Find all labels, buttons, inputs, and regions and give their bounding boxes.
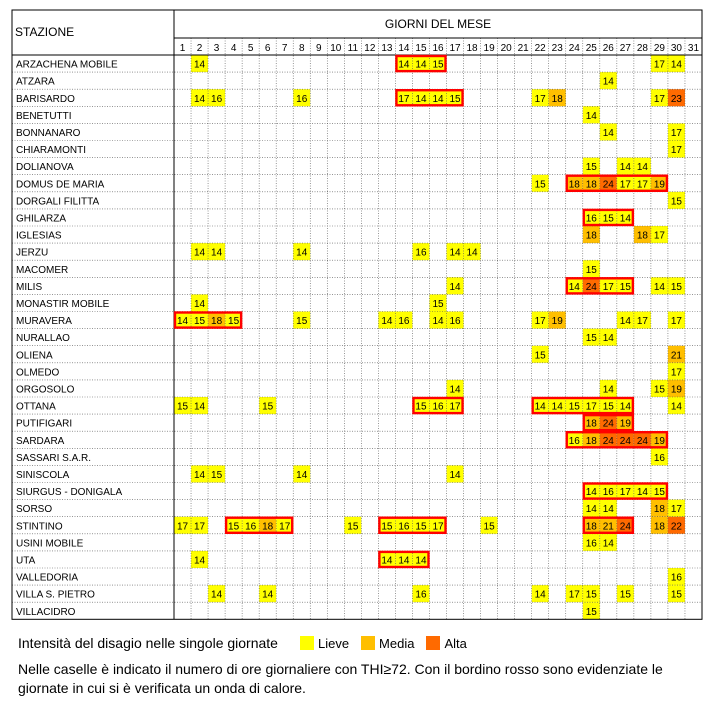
cell-value: 16	[398, 316, 410, 328]
cell-value: 14	[432, 93, 444, 105]
station-name: PUTIFIGARI	[16, 418, 73, 430]
cell-value: 16	[245, 521, 257, 533]
cell-value: 18	[568, 179, 580, 191]
station-name: SARDARA	[16, 435, 65, 447]
cell-value: 18	[585, 230, 597, 242]
cell-value: 18	[585, 521, 597, 533]
station-name: VILLA S. PIETRO	[16, 589, 95, 601]
day-label: 12	[364, 43, 376, 54]
cell-value: 14	[585, 487, 597, 499]
cell-value: 17	[432, 521, 444, 533]
cell-value: 17	[602, 281, 614, 293]
days-header: GIORNI DEL MESE	[384, 17, 492, 31]
legend-label-media: Media	[379, 635, 415, 651]
station-name: SIURGUS - DONIGALA	[16, 487, 123, 499]
station-name: DORGALI FILITTA	[16, 196, 100, 208]
cell-value: 24	[619, 435, 631, 447]
station-name: STINTINO	[16, 521, 63, 533]
station-name: OTTANA	[16, 401, 56, 413]
day-label: 23	[551, 43, 563, 54]
cell-value: 16	[670, 572, 683, 584]
station-name: ORGOSOLO	[16, 384, 75, 396]
cell-value: 15	[670, 281, 683, 293]
cell-value: 16	[449, 316, 461, 328]
cell-value: 14	[636, 162, 648, 174]
cell-value: 17	[398, 93, 410, 105]
cell-value: 15	[568, 401, 580, 413]
cell-value: 15	[228, 316, 240, 328]
cell-value: 15	[432, 299, 444, 310]
cell-value: 16	[415, 589, 427, 601]
cell-value: 19	[670, 384, 683, 396]
day-label: 18	[466, 43, 478, 54]
cell-value: 24	[585, 281, 597, 293]
cell-value: 17	[653, 230, 665, 242]
cell-value: 15	[585, 162, 597, 174]
station-name: BENETUTTI	[16, 110, 72, 122]
cell-value: 19	[619, 418, 631, 430]
cell-value: 15	[534, 179, 546, 191]
cell-value: 14	[619, 162, 631, 174]
day-label: 2	[196, 43, 203, 54]
cell-value: 15	[602, 213, 614, 225]
cell-value: 14	[449, 384, 461, 396]
station-name: BARISARDO	[16, 93, 75, 105]
day-label: 22	[534, 43, 546, 54]
cell-value: 16	[296, 93, 308, 105]
cell-value: 18	[653, 521, 665, 533]
cell-value: 23	[670, 93, 683, 105]
cell-value: 14	[602, 384, 614, 396]
cell-value: 14	[296, 247, 308, 259]
legend-title: Intensità del disagio nelle singole giornate	[18, 635, 278, 651]
cell-value: 15	[619, 589, 631, 601]
cell-value: 15	[262, 401, 274, 413]
cell-value: 24	[602, 418, 614, 430]
station-name: MURAVERA	[16, 316, 72, 328]
cell-value: 14	[449, 281, 461, 293]
cell-value: 14	[670, 59, 683, 71]
cell-value: 15	[228, 521, 240, 533]
cell-value: 17	[449, 401, 461, 413]
day-label: 4	[230, 43, 237, 54]
legend-item-alta	[426, 636, 466, 651]
cell-value: 14	[381, 316, 393, 328]
cell-value: 14	[398, 555, 410, 567]
day-label: 25	[585, 43, 597, 54]
cell-value: 17	[279, 521, 291, 533]
cell-value: 17	[619, 487, 631, 499]
cell-value: 22	[670, 521, 683, 533]
cell-value: 14	[415, 59, 427, 71]
cell-value: 21	[602, 521, 614, 533]
day-label: 9	[315, 43, 322, 54]
cell-value: 17	[670, 145, 683, 157]
station-name: ARZACHENA MOBILE	[16, 59, 118, 71]
cell-value: 14	[262, 589, 274, 601]
cell-value: 14	[193, 555, 206, 567]
legend-label-lieve: Lieve	[317, 635, 350, 651]
station-name: NURALLAO	[16, 333, 70, 345]
cell-value: 17	[585, 401, 597, 413]
cell-value: 18	[262, 521, 274, 533]
day-label: 21	[517, 43, 529, 54]
day-label: 30	[670, 43, 683, 54]
cell-value: 14	[193, 247, 206, 259]
cell-value: 17	[534, 316, 546, 328]
cell-value: 15	[653, 384, 665, 396]
cell-value: 15	[585, 333, 597, 345]
day-label: 16	[432, 43, 444, 54]
cell-value: 19	[653, 179, 665, 191]
legend	[18, 632, 708, 654]
day-label: 19	[483, 43, 495, 54]
cell-value: 14	[449, 247, 461, 259]
cell-value: 14	[636, 487, 648, 499]
station-name: ATZARA	[16, 76, 55, 88]
cell-value: 15	[670, 196, 683, 208]
legend-swatch-media	[361, 636, 375, 650]
cell-value: 17	[176, 521, 189, 533]
cell-value: 16	[602, 487, 614, 499]
cell-value: 16	[415, 247, 427, 259]
cell-value: 17	[670, 316, 683, 328]
legend-swatch-lieve	[300, 636, 314, 650]
station-name: VILLACIDRO	[16, 606, 76, 618]
cell-value: 15	[483, 521, 495, 533]
station-name: OLMEDO	[16, 367, 60, 379]
cell-value: 14	[211, 589, 223, 601]
cell-value: 15	[585, 589, 597, 601]
station-name: SINISCOLA	[16, 470, 70, 481]
cell-value: 16	[398, 521, 410, 533]
station-name: BONNANARO	[16, 128, 81, 139]
cell-value: 14	[653, 281, 665, 293]
station-name: CHIARAMONTI	[16, 145, 86, 157]
day-label: 15	[415, 43, 427, 54]
cell-value: 16	[432, 401, 444, 413]
cell-value: 14	[193, 470, 206, 481]
cell-value: 14	[381, 555, 393, 567]
cell-value: 18	[551, 93, 563, 105]
cell-value: 19	[653, 435, 665, 447]
station-name: VALLEDORIA	[16, 572, 79, 584]
station-name: SASSARI S.A.R.	[16, 452, 92, 464]
legend-item-media	[361, 636, 414, 651]
cell-value: 16	[585, 213, 597, 225]
cell-value: 14	[670, 401, 683, 413]
cell-value: 14	[432, 316, 444, 328]
cell-value: 18	[211, 316, 223, 328]
cell-value: 15	[432, 59, 444, 71]
cell-value: 17	[619, 179, 631, 191]
station-name: DOLIANOVA	[16, 162, 74, 174]
day-label: 8	[298, 43, 305, 54]
cell-value: 14	[585, 504, 597, 516]
cell-value: 14	[193, 299, 206, 310]
cell-value: 14	[193, 59, 206, 71]
day-label: 31	[687, 43, 700, 54]
cell-value: 18	[585, 179, 597, 191]
cell-value: 14	[602, 128, 614, 139]
cell-value: 14	[619, 213, 631, 225]
station-name: USINI MOBILE	[16, 538, 84, 550]
day-label: 3	[213, 43, 220, 54]
cell-value: 15	[585, 606, 597, 618]
station-name: JERZU	[16, 247, 49, 259]
cell-value: 18	[636, 230, 648, 242]
cell-value: 14	[602, 333, 614, 345]
cell-value: 17	[193, 521, 206, 533]
cell-value: 14	[585, 110, 597, 122]
cell-value: 15	[534, 350, 546, 362]
station-name: UTA	[16, 555, 36, 567]
cell-value: 17	[670, 367, 683, 379]
cell-value: 14	[398, 59, 410, 71]
station-name: GHILARZA	[16, 213, 67, 225]
cell-value: 24	[619, 521, 631, 533]
legend-item-lieve	[300, 636, 349, 651]
cell-value: 14	[193, 93, 206, 105]
cell-value: 17	[653, 93, 665, 105]
cell-value: 15	[619, 281, 631, 293]
cell-value: 24	[602, 435, 614, 447]
cell-value: 17	[534, 93, 546, 105]
cell-value: 14	[534, 589, 546, 601]
cell-value: 14	[466, 247, 478, 259]
cell-value: 15	[415, 521, 427, 533]
cell-value: 14	[619, 401, 631, 413]
station-name: MONASTIR MOBILE	[16, 299, 110, 310]
cell-value: 17	[568, 589, 580, 601]
cell-value: 15	[449, 93, 461, 105]
station-header: STAZIONE	[15, 25, 75, 39]
cell-value: 15	[415, 401, 427, 413]
cell-value: 14	[602, 76, 614, 88]
day-label: 28	[636, 43, 648, 54]
station-name: MILIS	[16, 281, 43, 293]
station-name: MACOMER	[16, 264, 69, 276]
cell-value: 15	[653, 487, 665, 499]
day-label: 20	[500, 43, 512, 54]
cell-value: 17	[653, 59, 665, 71]
day-label: 27	[619, 43, 631, 54]
cell-value: 14	[449, 470, 461, 481]
day-label: 6	[264, 43, 271, 54]
day-label: 14	[398, 43, 410, 54]
cell-value: 17	[636, 179, 648, 191]
station-name: DOMUS DE MARIA	[16, 179, 105, 191]
cell-value: 14	[602, 504, 614, 516]
station-name: IGLESIAS	[16, 230, 62, 242]
station-name: SORSO	[16, 504, 53, 516]
cell-value: 15	[670, 589, 683, 601]
day-label: 26	[602, 43, 614, 54]
cell-value: 14	[568, 281, 580, 293]
cell-value: 15	[381, 521, 393, 533]
day-label: 29	[653, 43, 665, 54]
cell-value: 15	[176, 401, 189, 413]
cell-value: 14	[551, 401, 563, 413]
cell-value: 15	[585, 264, 597, 276]
day-label: 17	[449, 43, 461, 54]
cell-value: 18	[585, 418, 597, 430]
cell-value: 14	[296, 470, 308, 481]
day-label: 11	[347, 43, 359, 54]
station-name: OLIENA	[16, 350, 53, 362]
cell-value: 17	[670, 128, 683, 139]
cell-value: 14	[193, 401, 206, 413]
cell-value: 16	[211, 93, 223, 105]
cell-value: 15	[347, 521, 359, 533]
cell-value: 15	[211, 470, 223, 481]
day-label: 7	[281, 43, 288, 54]
cell-value: 14	[176, 316, 189, 328]
cell-value: 14	[619, 316, 631, 328]
cell-value: 16	[585, 538, 597, 550]
day-label: 24	[568, 43, 580, 54]
cell-value: 14	[602, 538, 614, 550]
cell-value: 19	[551, 316, 563, 328]
cell-value: 15	[193, 316, 206, 328]
day-label: 1	[179, 43, 186, 54]
legend-label-alta: Alta	[444, 635, 467, 651]
cell-value: 14	[415, 555, 427, 567]
cell-value: 14	[415, 93, 427, 105]
day-label: 5	[247, 43, 254, 54]
cell-value: 17	[670, 504, 683, 516]
cell-value: 24	[602, 179, 614, 191]
cell-value: 14	[534, 401, 546, 413]
cell-value: 14	[211, 247, 223, 259]
day-label: 10	[330, 43, 342, 54]
cell-value: 21	[670, 350, 683, 362]
cell-value: 24	[636, 435, 648, 447]
cell-value: 16	[653, 452, 665, 464]
cell-value: 16	[568, 435, 580, 447]
cell-value: 15	[296, 316, 308, 328]
legend-swatch-alta	[426, 636, 440, 650]
cell-value: 18	[653, 504, 665, 516]
cell-value: 18	[585, 435, 597, 447]
day-label: 13	[381, 43, 393, 54]
cell-value: 17	[636, 316, 648, 328]
explanatory-note: Nelle caselle è indicato il numero di ore giornaliere con THI≥72. Con il bordino rosso sono evidenziate le giornate in cui si è verificata un onda di calore.	[18, 661, 663, 696]
cell-value: 15	[602, 401, 614, 413]
